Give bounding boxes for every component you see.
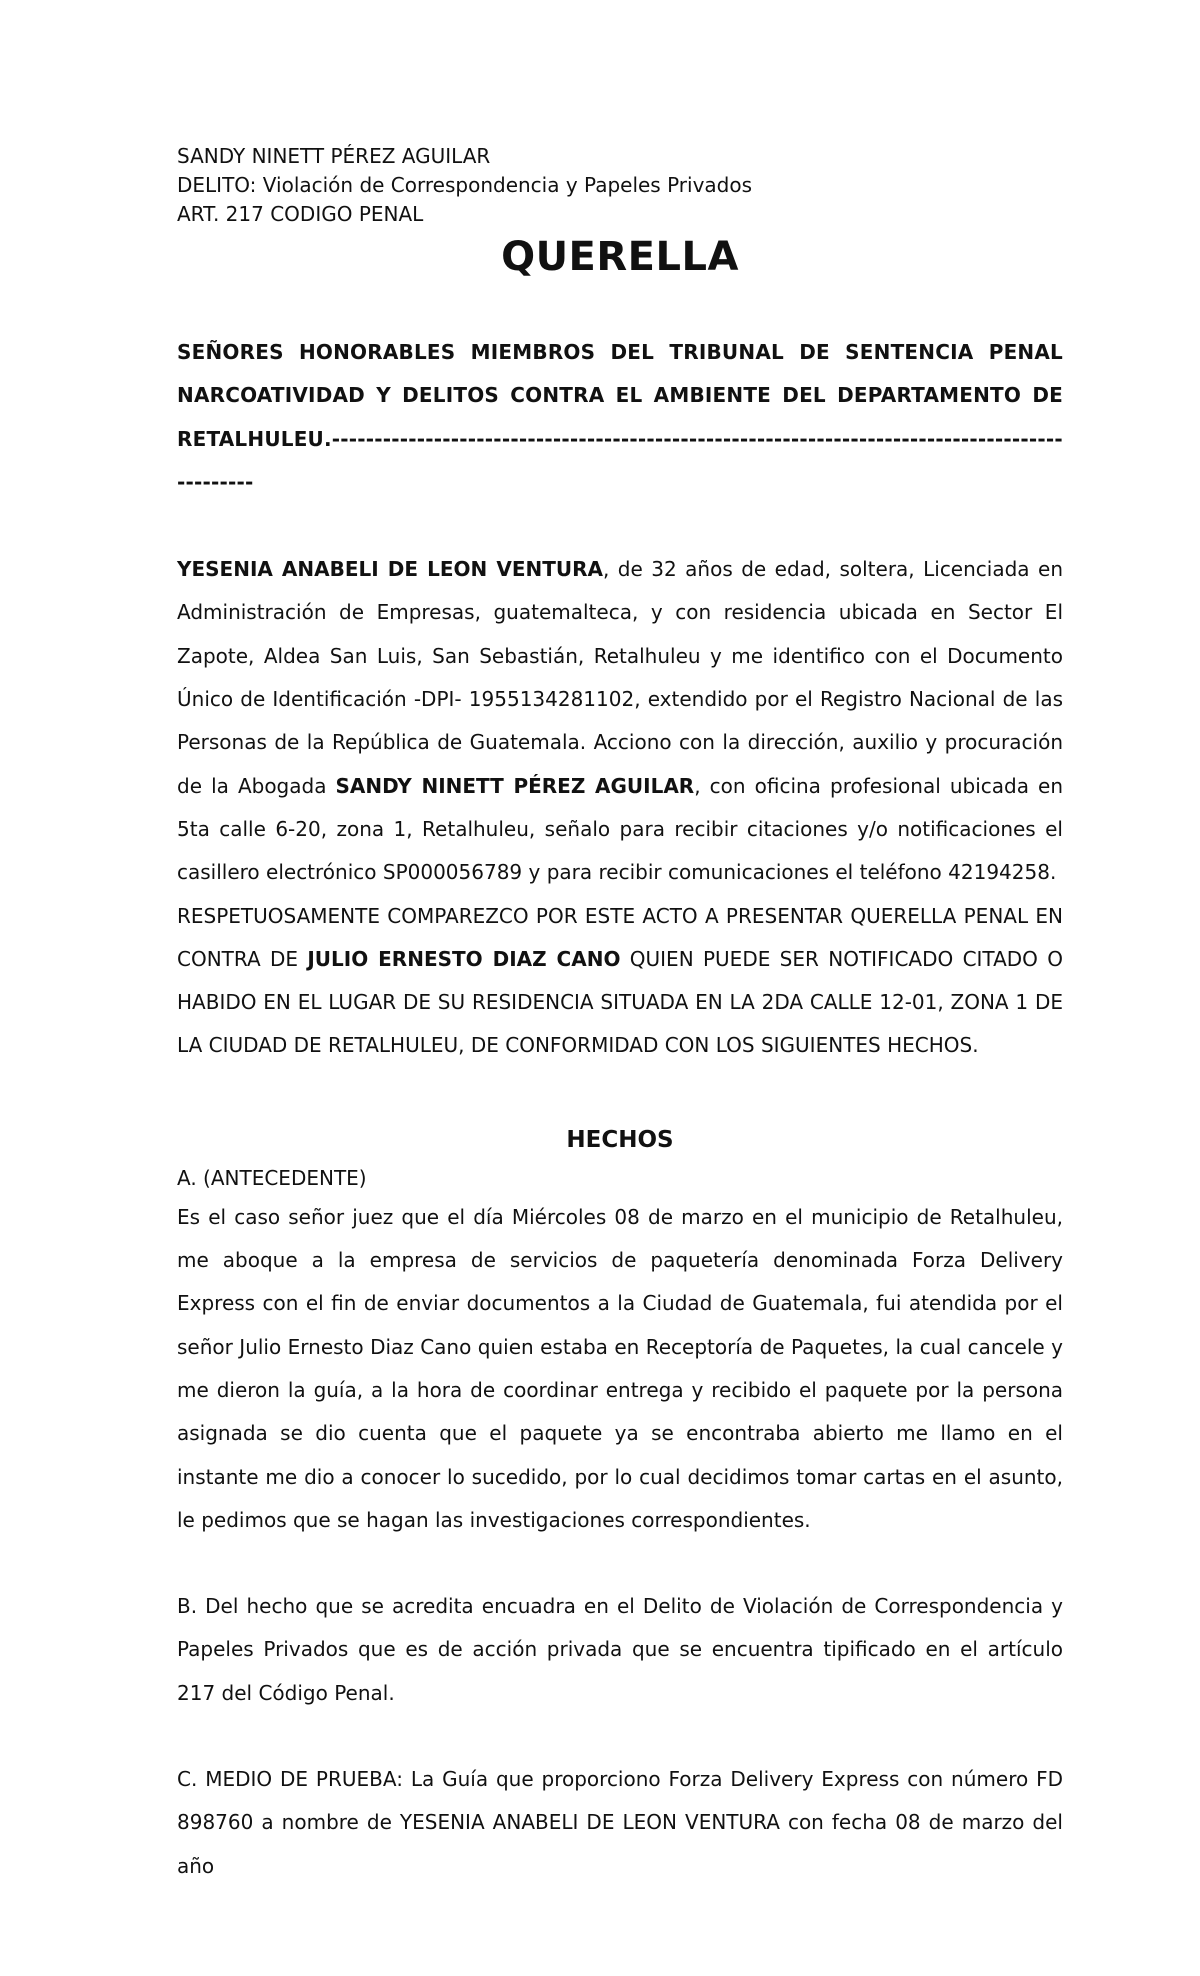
hechos-title: HECHOS bbox=[566, 1126, 674, 1153]
addressee-paragraph: SEÑORES HONORABLES MIEMBROS DEL TRIBUNAL DE SENTENCIA PENAL NARCOATIVIDAD Y DELITOS CONTRA EL AMBIENTE DEL DEPARTAMENTO DE RETALHULEU.----------------------------------------------------------------------------------------------- bbox=[177, 340, 1063, 494]
complaint-text-1: RESPETUOSAMENTE COMPAREZCO POR ESTE ACTO A PRESENTAR QUERELLA PENAL EN CONTRA DE bbox=[177, 903, 1063, 971]
hechos-a-label: A. (ANTECEDENTE) bbox=[177, 1165, 367, 1190]
intro-text-2: , con oficina profesional ubicada en 5ta calle 6-20, zona 1, Retalhuleu, señalo para recibir citaciones y/o notificaciones el casillero electrónico SP000056789 y para recibir comunicaciones el teléfono 42194258. bbox=[177, 773, 1064, 885]
hechos-b-paragraph: B. Del hecho que se acredita encuadra en el Delito de Violación de Correspondencia y Papeles Privados que es de acción privada que se encuentra tipificado en el artículo 217 del Código Penal. bbox=[177, 1594, 1063, 1705]
header-author: SANDY NINETT PÉREZ AGUILAR bbox=[177, 144, 491, 168]
lawyer-name: SANDY NINETT PÉREZ AGUILAR bbox=[335, 773, 695, 798]
hechos-c-paragraph: C. MEDIO DE PRUEBA: La Guía que proporciono Forza Delivery Express con número FD 898760 a nombre de YESENIA ANABELI DE LEON VENTURA con fecha 08 de marzo del año bbox=[177, 1767, 1063, 1878]
hechos-a-paragraph: Es el caso señor juez que el día Miércoles 08 de marzo en el municipio de Retalhuleu, me aboque a la empresa de servicios de paquetería denominada Forza Delivery Express con el fin de enviar documentos a la Ciudad de Guatemala, fui atendida por el señor Julio Ernesto Diaz Cano quien estaba en Receptoría de Paquetes, la cual cancele y me dieron la guía, a la hora de coordinar entrega y recibido el paquete por la persona asignada se dio cuenta que el paquete ya se encontraba abierto me llamo en el instante me dio a conocer lo sucedido, por lo cual decidimos tomar cartas en el asunto, le pedimos que se hagan las investigaciones correspondientes. bbox=[177, 1204, 1063, 1532]
document-page bbox=[177, 142, 1063, 1888]
complainant-name: YESENIA ANABELI DE LEON VENTURA bbox=[177, 557, 603, 582]
intro-paragraph bbox=[177, 548, 1063, 894]
complaint-paragraph bbox=[177, 895, 1063, 1068]
document-title: QUERELLA bbox=[501, 234, 739, 280]
header-article: ART. 217 CODIGO PENAL bbox=[177, 202, 424, 226]
header-crime: DELITO: Violación de Correspondencia y Papeles Privados bbox=[177, 173, 753, 197]
accused-name: JULIO ERNESTO DIAZ CANO bbox=[307, 946, 621, 971]
complaint-text-2: QUIEN PUEDE SER NOTIFICADO CITADO O HABIDO EN EL LUGAR DE SU RESIDENCIA SITUADA EN LA 2DA CALLE 12-01, ZONA 1 DE LA CIUDAD DE RETALHULEU, DE CONFORMIDAD CON LOS SIGUIENTES HECHOS. bbox=[177, 946, 1063, 1058]
intro-text-1: , de 32 años de edad, soltera, Licenciada en Administración de Empresas, guatemalteca, y con residencia ubicada en Sector El Zapote, Aldea San Luis, San Sebastián, Retalhuleu y me identifico con el Documento Único de Identificación -DPI- 1955134281102, extendido por el Registro Nacional de las Personas de la República de Guatemala. Acciono con la dirección, auxilio y procuración de la Abogada bbox=[177, 557, 1063, 798]
